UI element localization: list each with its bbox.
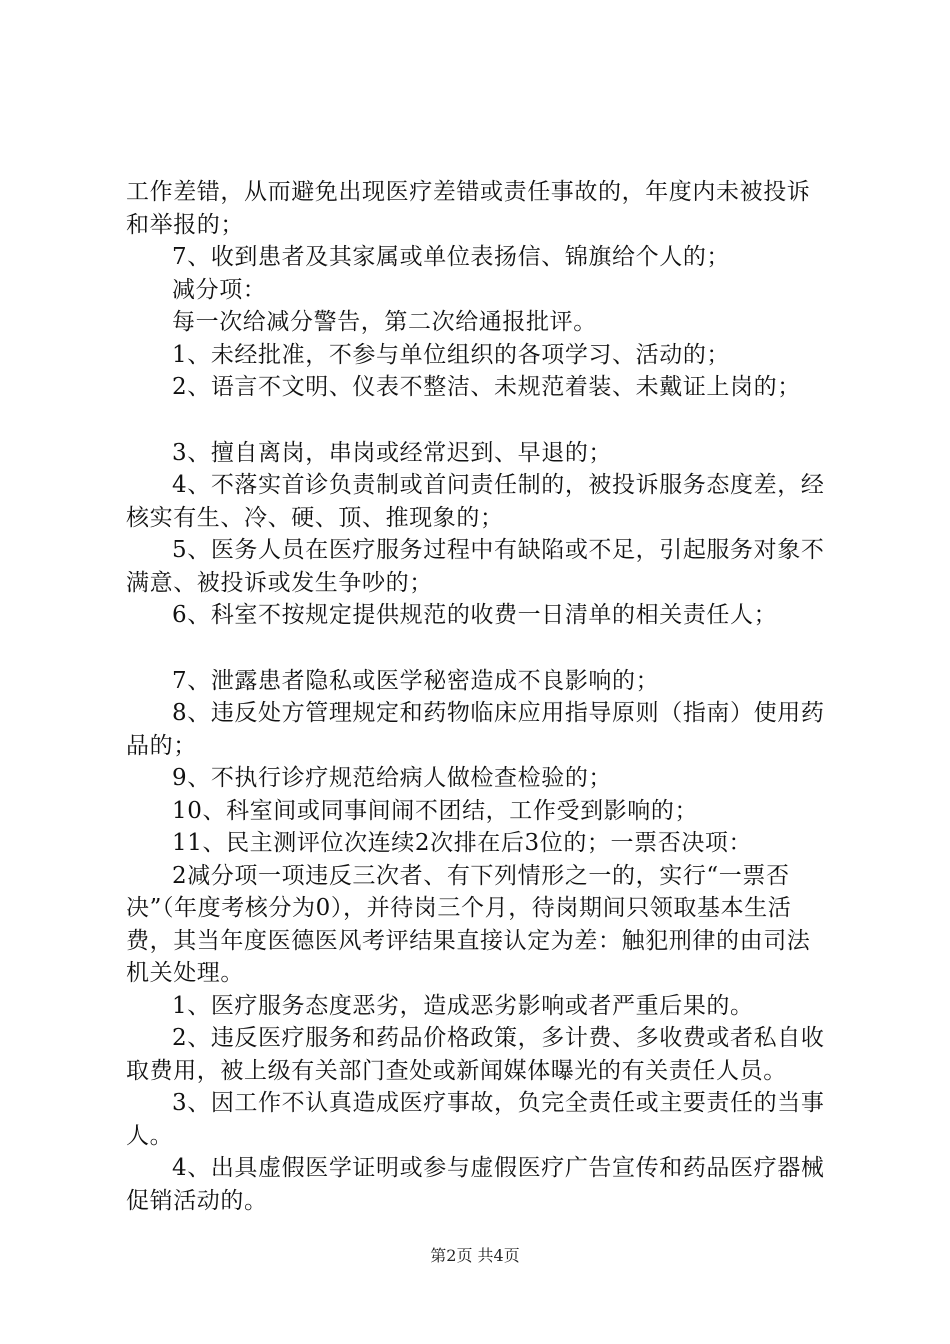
paragraph-deduction-item-7: 7、泄露患者隐私或医学秘密造成不良影响的； [172, 667, 660, 694]
paragraph-deduction-item-2: 2、语言不文明、仪表不整洁、未规范着装、未戴证上岗的； [172, 374, 801, 400]
paragraph-veto-item-3: 3、因工作不认真造成医疗事故，负完全责任或主要责任的当事人。 [126, 1090, 825, 1149]
document-body [126, 176, 832, 1217]
paragraph-deduction-item-10: 10、科室间或同事间闹不团结，工作受到影响的； [172, 797, 699, 824]
paragraph-deduction-heading: 减分项： [172, 276, 267, 303]
paragraph-deduction-rule: 每一次给减分警告，第二次给通报批评。 [172, 309, 597, 335]
paragraph-deduction-item-8: 8、违反处方管理规定和药物临床应用指导原则（指南）使用药品的； [126, 700, 825, 759]
paragraph-veto-item-1: 1、医疗服务态度恶劣，造成恶劣影响或者严重后果的。 [172, 992, 754, 1019]
paragraph-deduction-item-6: 6、科室不按规定提供规范的收费一日清单的相关责任人； [172, 602, 778, 628]
paragraph-deduction-item-4: 4、不落实首诊负责制或首问责任制的，被投诉服务态度差，经核实有生、冷、硬、顶、推现象的； [126, 472, 825, 531]
paragraph-deduction-item-11: 11、民主测评位次连续2次排在后3位的；一票否决项： [172, 830, 753, 856]
paragraph-veto-rule: 2减分项一项违反三次者、有下列情形之一的，实行“一票否决”（年度考核分为0），并待岗三个月，待岗期间只领取基本生活费，其当年度医德医风考评结果直接认定为差：触犯刑律的由司法机关处理。 [126, 862, 811, 986]
paragraph-veto-item-4: 4、出具虚假医学证明或参与虚假医疗广告宣传和药品医疗器械促销活动的。 [126, 1155, 825, 1214]
paragraph-deduction-item-3: 3、擅自离岗，串岗或经常迟到、早退的； [172, 439, 613, 466]
page-number-footer: 第2页 共4页 [430, 1246, 520, 1265]
paragraph-continuation: 工作差错，从而避免出现医疗差错或责任事故的，年度内未被投诉和举报的； [126, 179, 811, 238]
paragraph-deduction-item-5: 5、医务人员在医疗服务过程中有缺陷或不足，引起服务对象不满意、被投诉或发生争吵的； [126, 537, 825, 596]
paragraph-deduction-item-1: 1、未经批准，不参与单位组织的各项学习、活动的； [172, 341, 731, 368]
paragraph-bonus-item-7: 7、收到患者及其家属或单位表扬信、锦旗给个人的； [172, 244, 731, 270]
paragraph-deduction-item-9: 9、不执行诊疗规范给病人做检查检验的； [172, 765, 613, 791]
paragraph-veto-item-2: 2、违反医疗服务和药品价格政策，多计费、多收费或者私自收取费用，被上级有关部门查处或新闻媒体曝光的有关责任人员。 [126, 1025, 825, 1084]
